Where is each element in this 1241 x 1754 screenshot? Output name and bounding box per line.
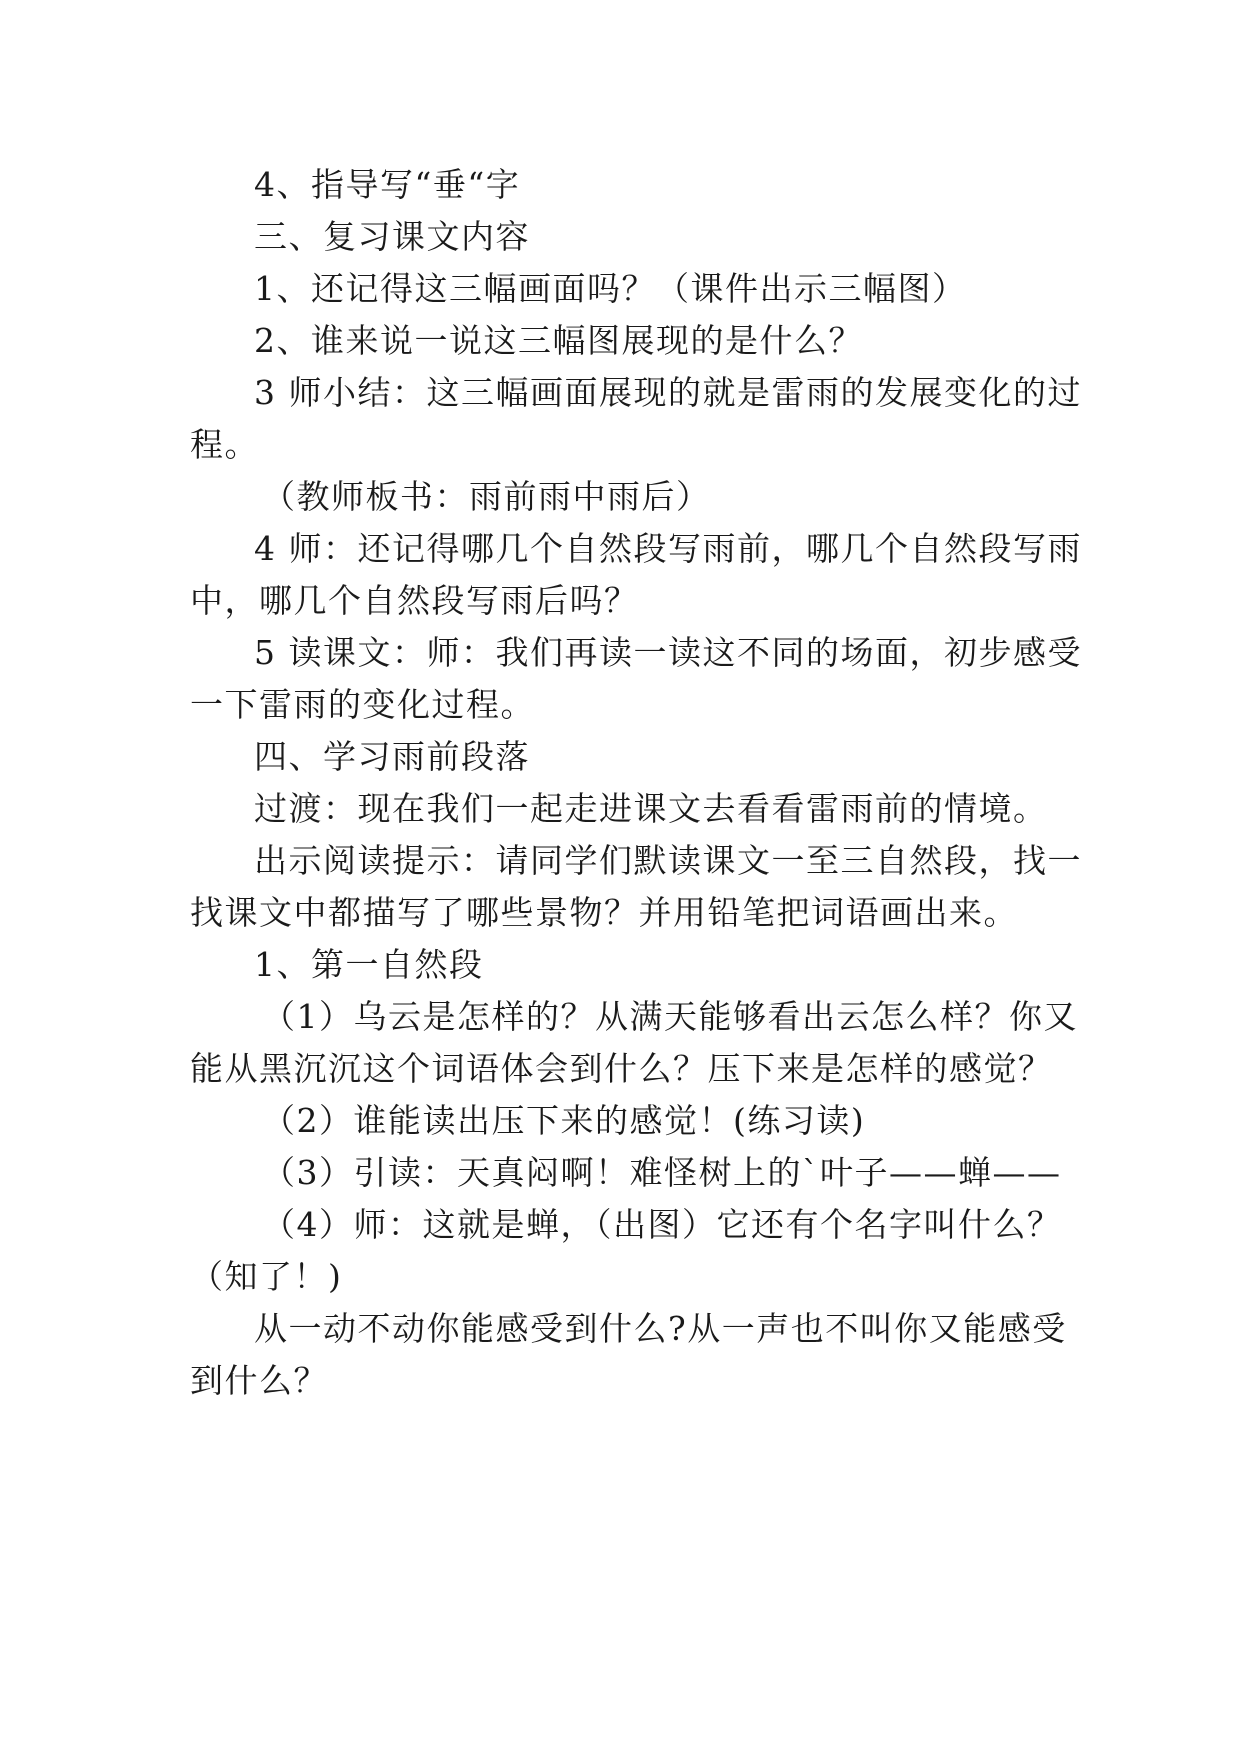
doc-line-20: （3）引读：天真闷啊！难怪树上的`叶子——蝉—— [262,1153,1062,1192]
doc-line-2: 三、复习课文内容 [254,217,530,256]
doc-line-9: 中，哪几个自然段写雨后吗？ [190,581,639,620]
doc-line-23: 从一动不动你能感受到什么?从一声也不叫你又能感受 [254,1309,1067,1348]
doc-line-21: （4）师：这就是蝉，（出图）它还有个名字叫什么？ [262,1205,1062,1244]
doc-line-22: （知了！) [190,1257,343,1296]
doc-line-4: 2、谁来说一说这三幅图展现的是什么？ [254,321,863,360]
doc-line-6: 程。 [190,425,259,464]
doc-line-3: 1、还记得这三幅画面吗？（课件出示三幅图） [254,269,967,308]
doc-line-15: 找课文中都描写了哪些景物？并用铅笔把词语画出来。 [190,893,1018,932]
doc-line-11: 一下雷雨的变化过程。 [190,685,535,724]
doc-line-10: 5 读课文：师：我们再读一读这不同的场面，初步感受 [254,633,1082,672]
doc-line-1: 4、指导写“垂“字 [254,165,521,204]
doc-line-19: （2）谁能读出压下来的感觉！(练习读) [262,1101,866,1140]
doc-line-16: 1、第一自然段 [254,945,484,984]
doc-line-18: 能从黑沉沉这个词语体会到什么？压下来是怎样的感觉？ [190,1049,1053,1088]
doc-line-14: 出示阅读提示：请同学们默读课文一至三自然段，找一 [254,841,1082,880]
doc-line-5: 3 师小结：这三幅画面展现的就是雷雨的发展变化的过 [254,373,1082,412]
doc-line-12: 四、学习雨前段落 [254,737,530,776]
doc-line-8: 4 师：还记得哪几个自然段写雨前，哪几个自然段写雨 [254,529,1082,568]
doc-line-24: 到什么？ [190,1361,328,1400]
doc-line-17: （1）乌云是怎样的？从满天能够看出云怎么样？你又 [262,997,1078,1036]
doc-line-7: （教师板书：雨前雨中雨后） [262,477,711,516]
doc-line-13: 过渡：现在我们一起走进课文去看看雷雨前的情境。 [254,789,1048,828]
